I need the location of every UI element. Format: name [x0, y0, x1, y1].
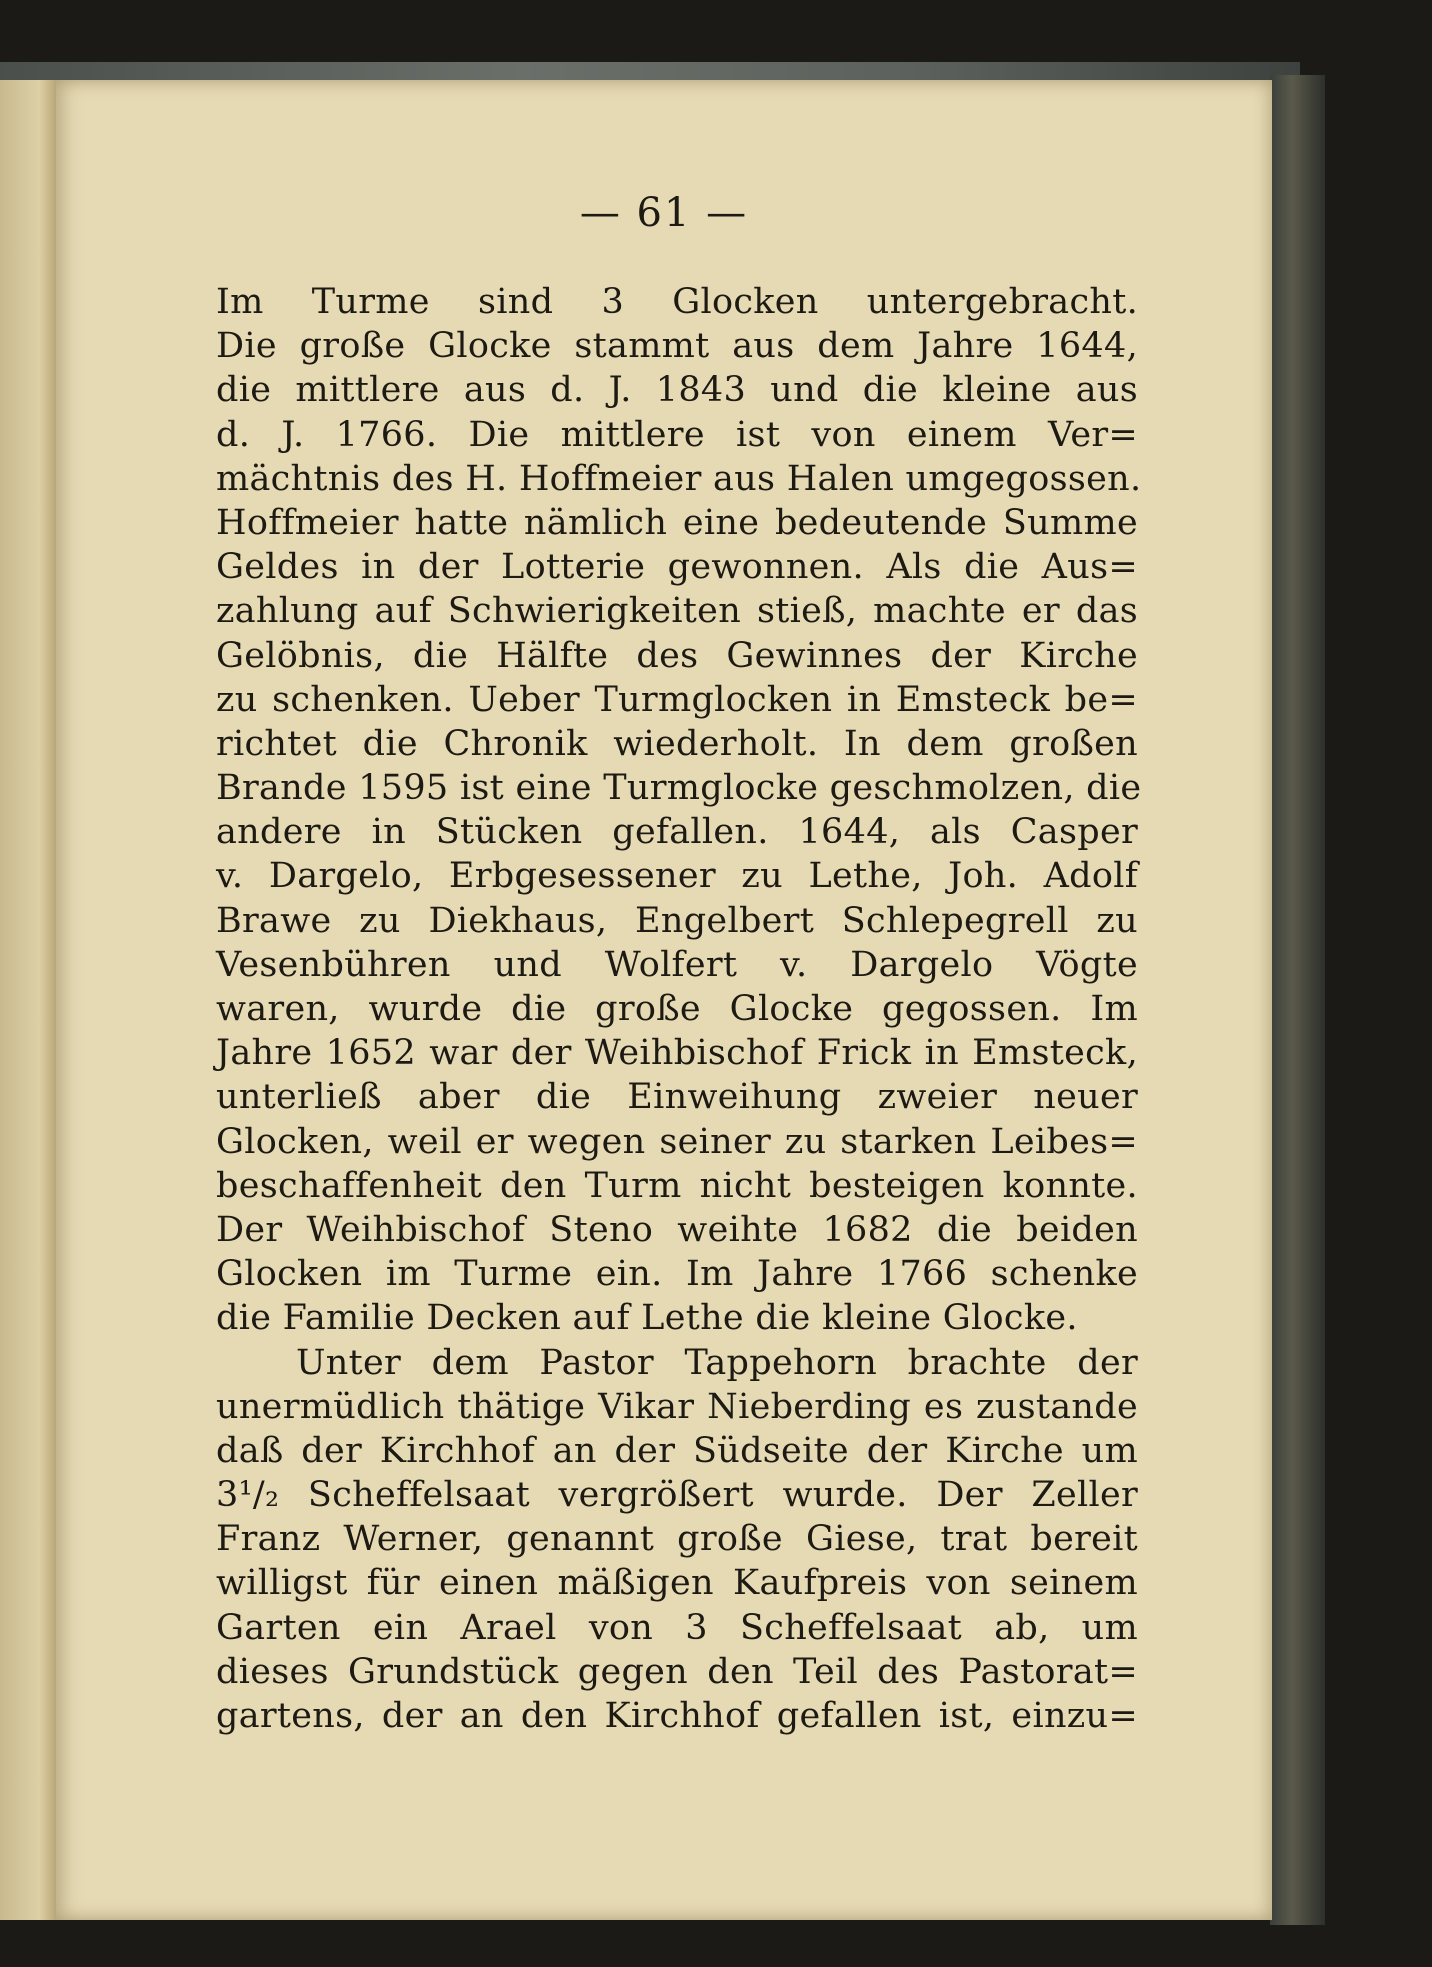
- text-line: Brawe zu Diekhaus, Engelbert Schlepegrell zu: [216, 900, 1138, 941]
- text-line: Franz Werner, genannt große Giese, trat bereit: [216, 1519, 1138, 1560]
- text-line: die mittlere aus d. J. 1843 und die kleine aus: [216, 370, 1138, 411]
- text-line: mächtnis des H. Hoffmeier aus Halen umgegossen.: [216, 458, 1142, 499]
- text-line: Glocken im Turme ein. Im Jahre 1766 schenke: [216, 1254, 1138, 1295]
- body-text: [216, 280, 1142, 1738]
- text-line: richtet die Chronik wiederholt. In dem großen: [216, 723, 1138, 764]
- book-page: [56, 80, 1272, 1920]
- text-line: daß der Kirchhof an der Südseite der Kirche um: [216, 1430, 1138, 1471]
- text-line: Gelöbnis, die Hälfte des Gewinnes der Kirche: [216, 635, 1138, 676]
- text-line: 3¹/₂ Scheffelsaat vergrößert wurde. Der Zeller: [216, 1475, 1138, 1516]
- text-line: Glocken, weil er wegen seiner zu starken Leibes=: [216, 1121, 1138, 1162]
- text-line: beschaffenheit den Turm nicht besteigen konnte.: [216, 1165, 1138, 1206]
- text-line: zahlung auf Schwierigkeiten stieß, machte er das: [216, 591, 1138, 632]
- text-line: Garten ein Arael von 3 Scheffelsaat ab, um: [216, 1607, 1138, 1648]
- text-line: waren, wurde die große Glocke gegossen. Im: [216, 989, 1138, 1029]
- page-number: — 61 —: [579, 190, 749, 236]
- text-line: dieses Grundstück gegen den Teil des Pastorat=: [216, 1651, 1138, 1692]
- text-line: d. J. 1766. Die mittlere ist von einem Ver=: [216, 414, 1138, 455]
- text-line: Geldes in der Lotterie gewonnen. Als die Aus=: [216, 547, 1138, 588]
- text-line: unterließ aber die Einweihung zweier neuer: [216, 1077, 1138, 1118]
- text-line: Der Weihbischof Steno weihte 1682 die beiden: [216, 1209, 1138, 1250]
- text-line: unermüdlich thätige Vikar Nieberding es zustande: [216, 1386, 1138, 1427]
- book-cover-edge: [1270, 75, 1325, 1925]
- text-line: Vesenbühren und Wolfert v. Dargelo Vögte: [216, 944, 1138, 985]
- text-line: andere in Stücken gefallen. 1644, als Casper: [216, 812, 1138, 853]
- text-line: Brande 1595 ist eine Turmglocke geschmolzen, die: [216, 768, 1142, 809]
- text-line: gartens, der an den Kirchhof gefallen ist, einzu=: [216, 1696, 1138, 1736]
- text-line: zu schenken. Ueber Turmglocken in Emsteck be=: [216, 679, 1138, 720]
- text-line: Die große Glocke stammt aus dem Jahre 1644,: [216, 326, 1138, 367]
- text-line: Jahre 1652 war der Weihbischof Frick in Emsteck,: [216, 1033, 1138, 1074]
- facing-page-edge: [0, 80, 56, 1920]
- text-line: Im Turme sind 3 Glocken untergebracht.: [216, 282, 1138, 322]
- text-line: Unter dem Pastor Tappehorn brachte der: [296, 1342, 1138, 1383]
- text-line: willigst für einen mäßigen Kaufpreis von seinem: [216, 1563, 1138, 1604]
- text-line: Hoffmeier hatte nämlich eine bedeutende Summe: [216, 502, 1138, 543]
- text-line: die Familie Decken auf Lethe die kleine Glocke.: [216, 1298, 1078, 1339]
- book-top-edge: [0, 62, 1300, 80]
- text-line: v. Dargelo, Erbgesessener zu Lethe, Joh. Adolf: [216, 856, 1138, 897]
